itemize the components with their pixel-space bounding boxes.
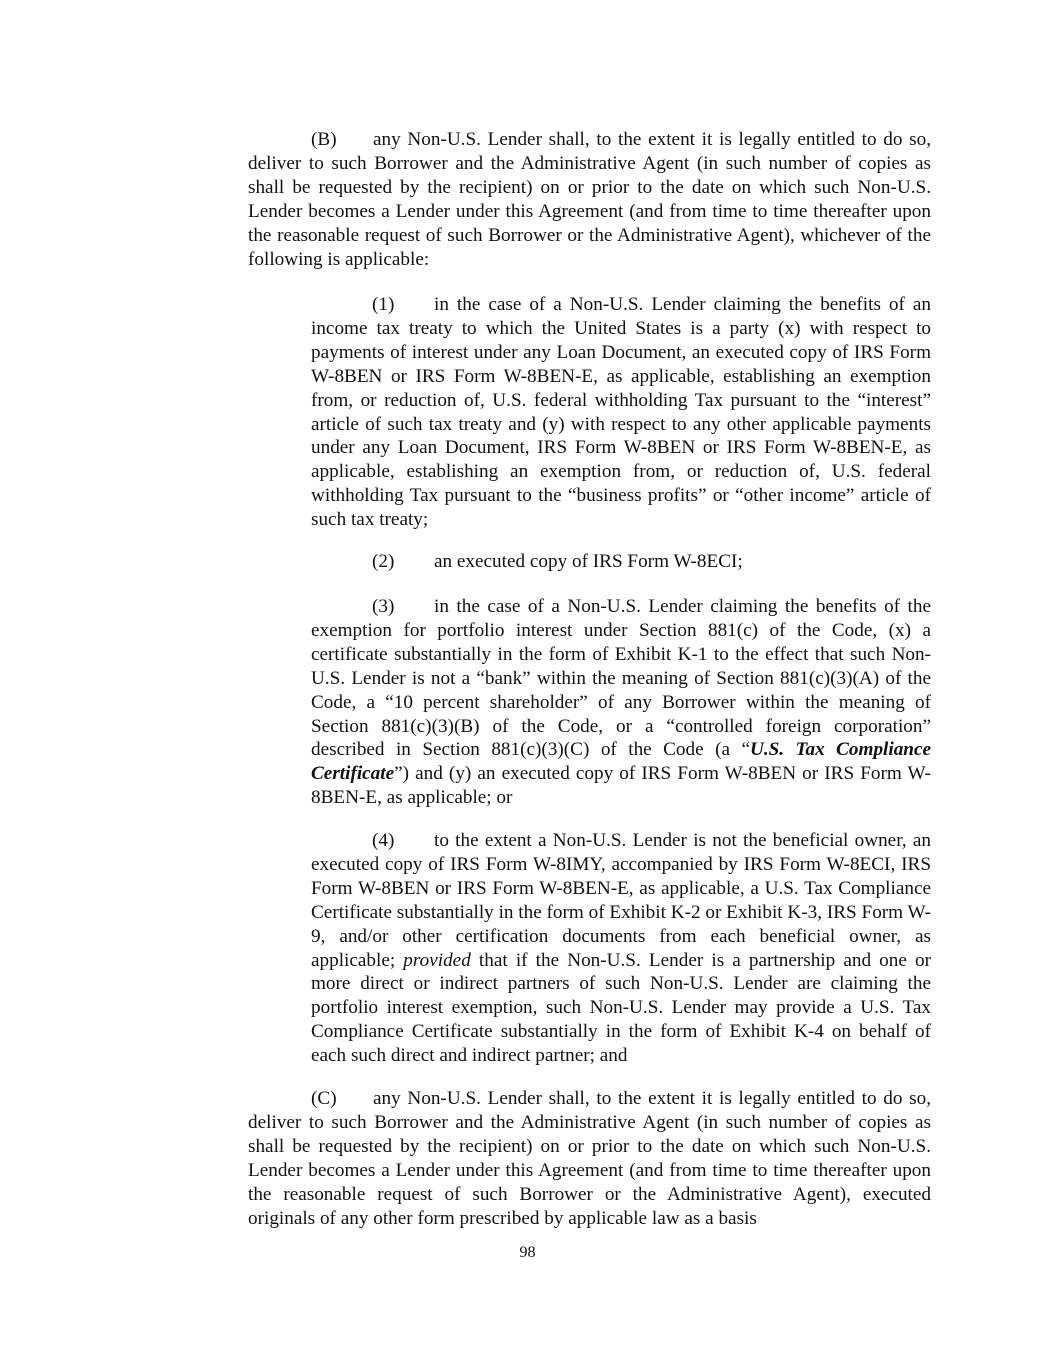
clause-3 [311,595,931,810]
clause-2-label: (2) [372,551,395,572]
paragraph-b-text: any Non-U.S. Lender shall, to the extent it is legally entitled to do so, deliver to such Borrower and the Administrative Agent (in such number of copies as shall be requested by the recipient) on or prior to the date on which such Non-U.S. Lender becomes a Lender under this Agreement (and from time to time thereafter upon the reasonable request of such Borrower or the Administrative Agent), whichever of the following is applicable: [248,129,931,270]
clause-4-text-before: to the extent a Non-U.S. Lender is not the beneficial owner, an executed copy of IRS Form W-8IMY, accompanied by IRS Form W-8ECI, IRS Form W-8BEN or IRS Form W-8BEN-E, as applicable, a U.S. Tax Compliance Certificate substantially in the form of Exhibit K-2 or Exhibit K-3, IRS Form W-9, and/or other certification documents from each beneficial owner, as applicable; [311,830,931,971]
paragraph-b-label: (B) [311,129,337,150]
clause-2 [311,550,931,574]
clause-3-label: (3) [372,596,395,617]
clause-3-text-after: ”) and (y) an executed copy of IRS Form W-8BEN or IRS Form W-8BEN-E, as applicable; or [311,763,931,809]
page-number: 98 [519,1244,536,1261]
clause-1-text: in the case of a Non-U.S. Lender claiming the benefits of an income tax treaty to which the United States is a party (x) with respect to payments of interest under any Loan Document, an executed copy of IRS Form W-8BEN or IRS Form W-8BEN-E, as applicable, establishing an exemption from, or reduction of, U.S. federal withholding Tax pursuant to the “interest” article of such tax treaty and (y) with respect to any other applicable payments under any Loan Document, IRS Form W-8BEN or IRS Form W-8BEN-E, as applicable, establishing an exemption from, or reduction of, U.S. federal withholding Tax pursuant to the “business profits” or “other income” article of such tax treaty; [311,294,931,531]
clause-3-text-before: in the case of a Non-U.S. Lender claiming the benefits of the exemption for portfolio interest under Section 881(c) of the Code, (x) a certificate substantially in the form of Exhibit K-1 to the effect that such Non-U.S. Lender is not a “bank” within the meaning of Section 881(c)(3)(A) of the Code, a “10 percent shareholder” of any Borrower within the meaning of Section 881(c)(3)(B) of the Code, or a “controlled foreign corporation” described in Section 881(c)(3)(C) of the Code (a “ [311,596,931,761]
clause-4-text-after: that if the Non-U.S. Lender is a partnership and one or more direct or indirect partners of such Non-U.S. Lender are claiming the portfolio interest exemption, such Non-U.S. Lender may provide a U.S. Tax Compliance Certificate substantially in the form of Exhibit K-4 on behalf of each such direct and indirect partner; and [311,949,931,1067]
clause-4 [311,829,931,1068]
clause-2-text: an executed copy of IRS Form W-8ECI; [434,551,743,572]
paragraph-b [248,128,931,271]
clause-1-label: (1) [372,294,395,315]
paragraph-c-label: (C) [311,1088,337,1109]
clause-1 [311,293,931,532]
paragraph-c [248,1087,931,1230]
defined-term-tax-compliance-certificate: U.S. Tax Compliance Certificate [311,739,932,785]
proviso-word: provided [403,949,471,971]
paragraph-c-text: any Non-U.S. Lender shall, to the extent it is legally entitled to do so, deliver to such Borrower and the Administrative Agent (in such number of copies as shall be requested by the recipient) on or prior to the date on which such Non-U.S. Lender becomes a Lender under this Agreement (and from time to time thereafter upon the reasonable request of such Borrower or the Administrative Agent), executed originals of any other form prescribed by applicable law as a basis [248,1088,931,1229]
clause-4-label: (4) [372,830,395,851]
